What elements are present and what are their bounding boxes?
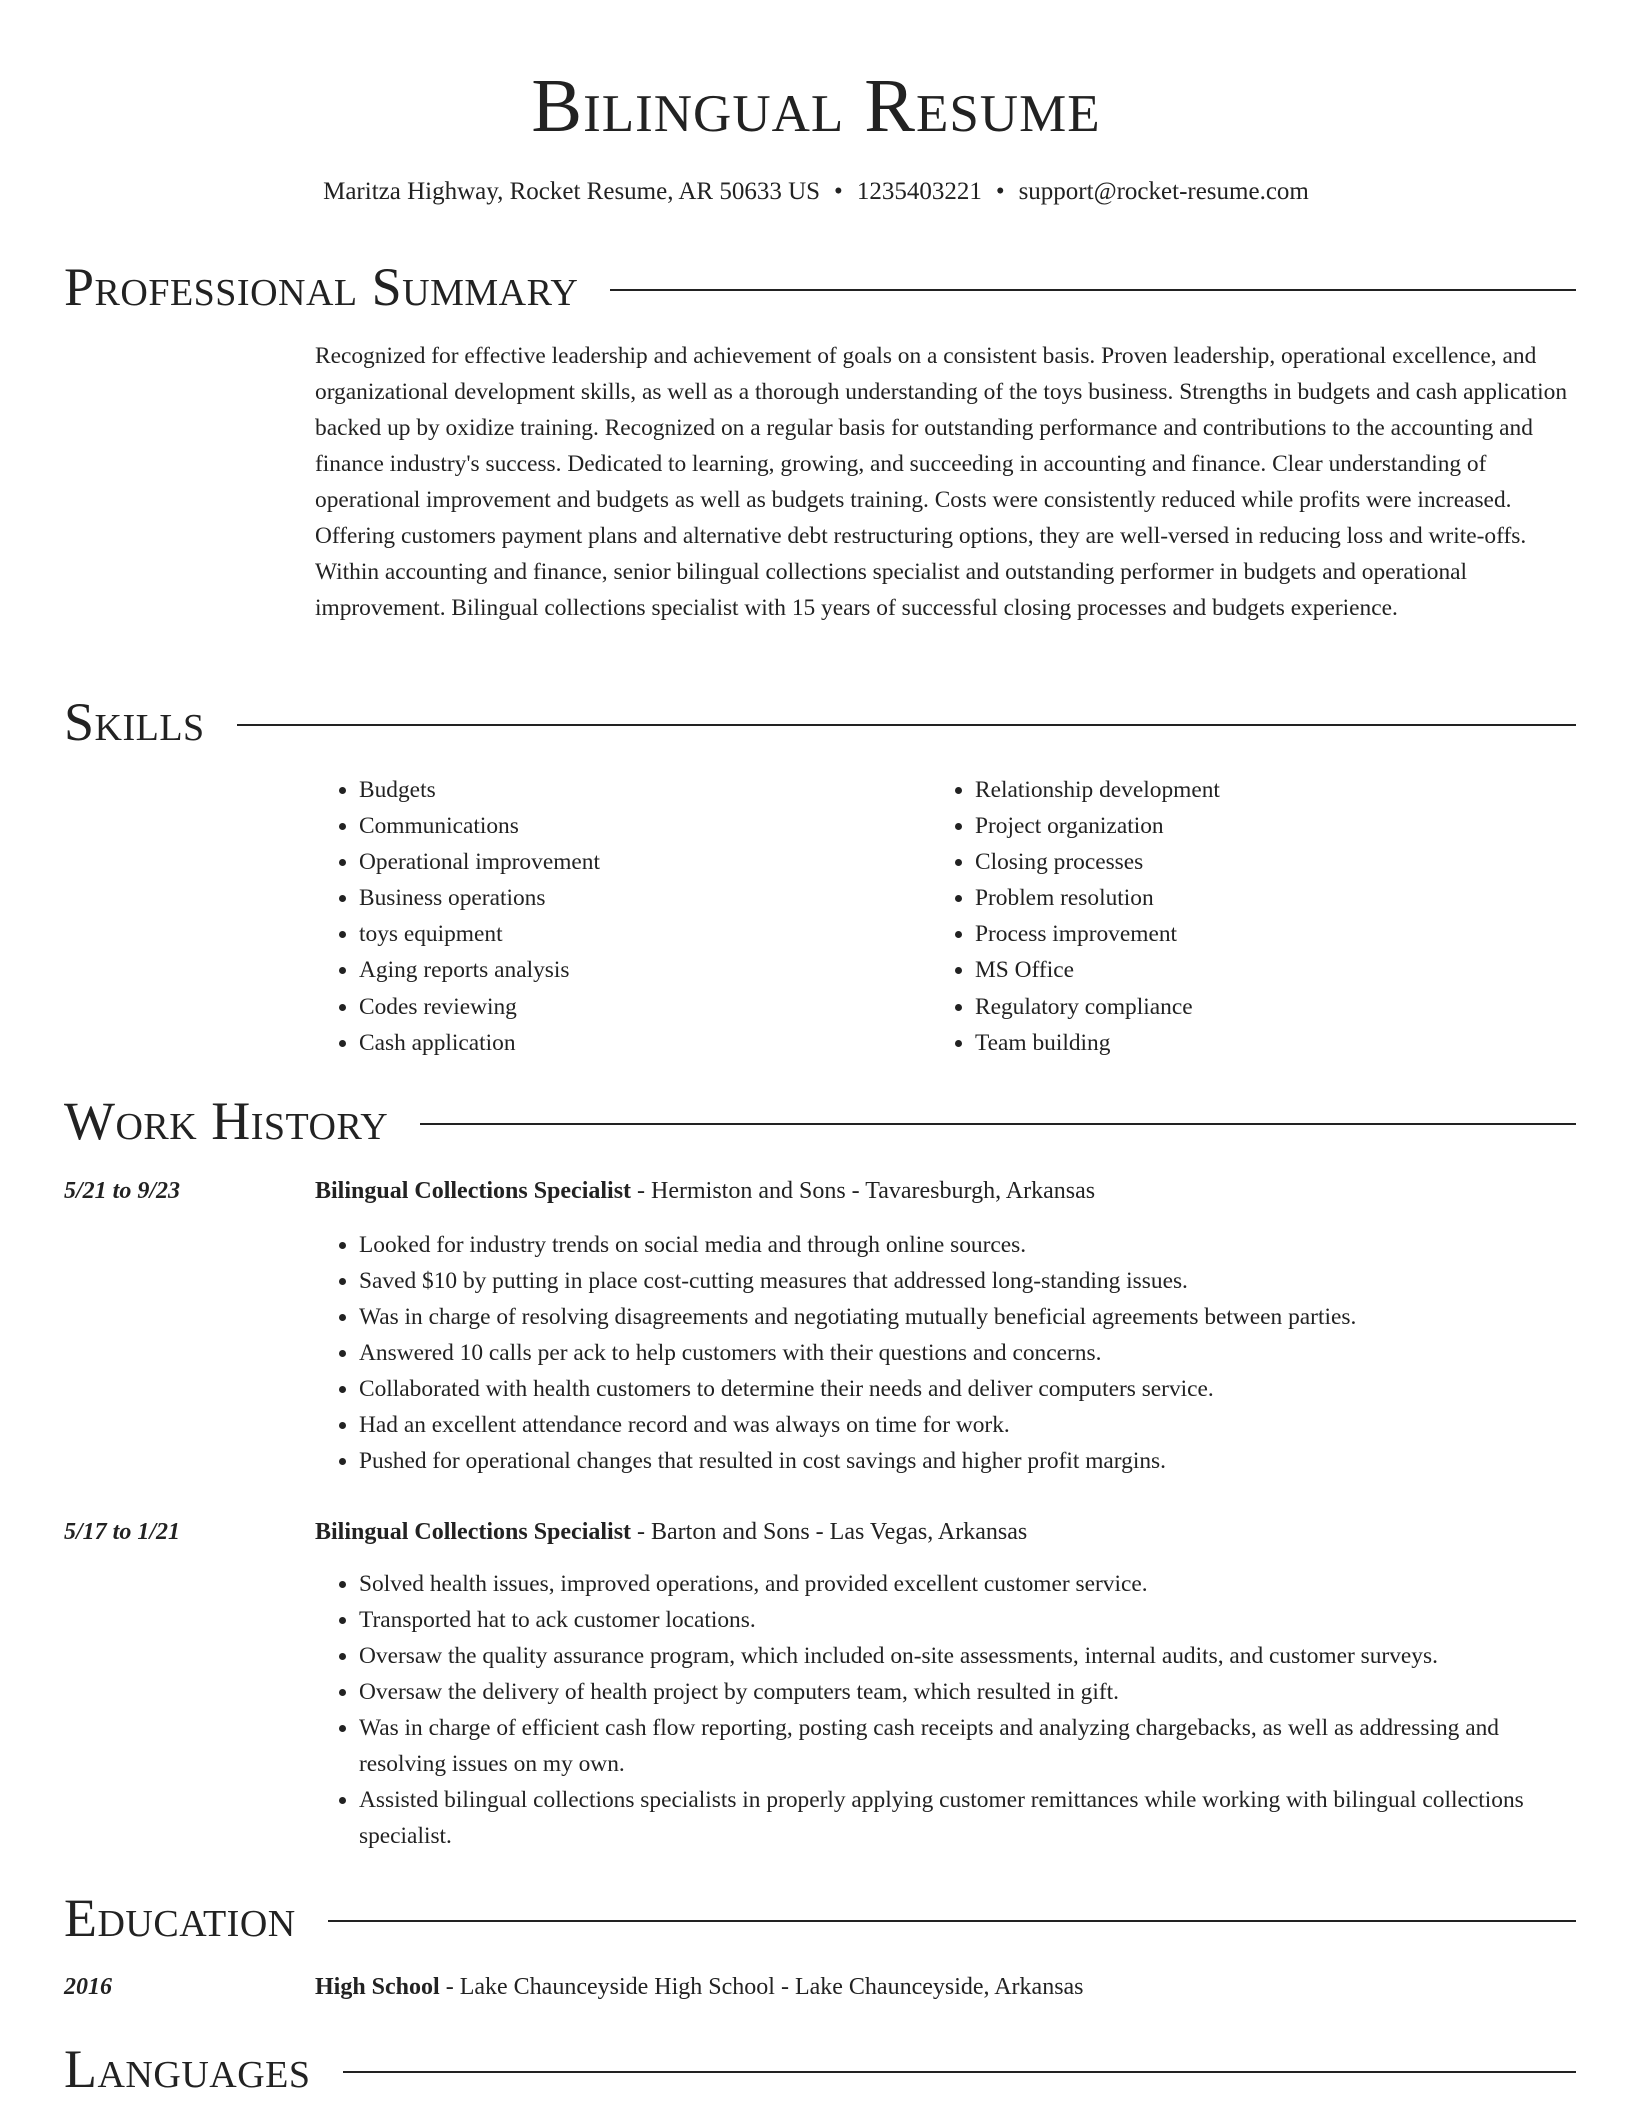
- contact-line: [0, 174, 1632, 210]
- education-degree: High School: [315, 1974, 440, 2000]
- skill-item: • Closing processes: [975, 844, 1571, 880]
- skill-item: • Team building: [975, 1025, 1571, 1061]
- job-employer: - Barton and Sons - Las Vegas, Arkansas: [631, 1519, 1028, 1545]
- job-bullet-list: [315, 1566, 1577, 1854]
- contact-separator: •: [834, 178, 843, 205]
- section-divider: [328, 1920, 1576, 1922]
- section-title-skills: Skills: [64, 692, 205, 752]
- job-bullet: • Assisted bilingual collections specialists in properly applying customer remittances while working with bilingual collections specialist.: [359, 1782, 1577, 1854]
- job-bullet: • Oversaw the quality assurance program, which included on-site assessments, internal audits, and customer surveys.: [359, 1638, 1577, 1674]
- job-bullet: • Was in charge of efficient cash flow reporting, posting cash receipts and analyzing chargebacks, as well as addressing and resolving issues on my own.: [359, 1710, 1577, 1782]
- job-bullet: • Had an excellent attendance record and was always on time for work.: [359, 1407, 1577, 1443]
- section-header-summary: [64, 252, 1576, 322]
- job-bullet: • Looked for industry trends on social media and through online sources.: [359, 1227, 1577, 1263]
- job-bullet: • Saved $10 by putting in place cost-cutting measures that addressed long-standing issues.: [359, 1263, 1577, 1299]
- skill-item: • Budgets: [359, 772, 915, 808]
- skills-list-right: [931, 772, 1571, 1061]
- summary-text: Recognized for effective leadership and achievement of goals on a consistent basis. Proven leadership, operational excellence, and organizational development skills, as well as a thorough understanding of the toys business. Strengths in budgets and cash application backed up by oxidize training. Recognized on a regular basis for outstanding performance and contributions to the accounting and finance industry's success. Dedicated to learning, growing, and succeeding in accounting and finance. Clear understanding of operational improvement and budgets as well as budgets training. Costs were consistently reduced while profits were increased. Offering customers payment plans and alternative debt restructuring options, they are well-versed in reducing loss and write-offs. Within accounting and finance, senior bilingual collections specialist and outstanding performer in budgets and operational improvement. Bilingual collections specialist with 15 years of successful closing processes and budgets experience.: [315, 343, 1568, 621]
- job-bullet: • Collaborated with health customers to determine their needs and deliver computers service.: [359, 1371, 1577, 1407]
- skill-item: • Process improvement: [975, 916, 1571, 952]
- section-title-languages: Languages: [64, 2039, 311, 2099]
- job-bullet: • Was in charge of resolving disagreements and negotiating mutually beneficial agreements between parties.: [359, 1299, 1577, 1335]
- section-title-work-history: Work History: [64, 1091, 389, 1151]
- section-title-summary: Professional Summary: [64, 257, 579, 317]
- skill-item: • MS Office: [975, 952, 1571, 988]
- job-bullet: • Answered 10 calls per ack to help customers with their questions and concerns.: [359, 1335, 1577, 1371]
- education-heading: [315, 1969, 1084, 2005]
- job-dates: 5/21 to 9/23: [64, 1178, 181, 1204]
- skill-item: • Operational improvement: [359, 844, 915, 880]
- job-bullet-list: [315, 1227, 1577, 1479]
- contact-address: Maritza Highway, Rocket Resume, AR 50633 US: [323, 178, 821, 205]
- section-divider: [237, 724, 1576, 726]
- skill-item: • Regulatory compliance: [975, 989, 1571, 1025]
- section-divider: [343, 2071, 1577, 2073]
- contact-separator: •: [995, 178, 1005, 205]
- job-employer: - Hermiston and Sons - Tavaresburgh, Arkansas: [631, 1178, 1096, 1204]
- education-year: 2016: [64, 1974, 112, 2000]
- skill-item: • Project organization: [975, 808, 1571, 844]
- section-header-work-history: [64, 1086, 1576, 1156]
- job-bullet: • Transported hat to ack customer locations.: [359, 1602, 1577, 1638]
- job-title: Bilingual Collections Specialist: [315, 1519, 632, 1545]
- skill-item: • Business operations: [359, 880, 915, 916]
- contact-phone[interactable]: 1235403221: [856, 178, 982, 205]
- job-bullet: • Solved health issues, improved operations, and provided excellent customer service.: [359, 1566, 1577, 1602]
- section-header-education: [64, 1883, 1576, 1953]
- section-header-languages: [64, 2034, 1576, 2104]
- skills-list-left: [315, 772, 915, 1061]
- contact-email[interactable]: support@rocket-resume.com: [1018, 178, 1309, 205]
- skill-item: • Cash application: [359, 1025, 915, 1061]
- resume-title: Bilingual Resume: [531, 64, 1101, 148]
- education-school: - Lake Chaunceyside High School - Lake Chaunceyside, Arkansas: [439, 1974, 1084, 2000]
- job-bullet: • Pushed for operational changes that resulted in cost savings and higher profit margins.: [359, 1443, 1577, 1479]
- skill-item: • Codes reviewing: [359, 989, 915, 1025]
- job-dates: 5/17 to 1/21: [64, 1519, 181, 1545]
- skill-item: • toys equipment: [359, 916, 915, 952]
- job-title: Bilingual Collections Specialist: [315, 1178, 632, 1204]
- job-heading: [315, 1514, 1027, 1550]
- section-divider: [610, 289, 1576, 291]
- job-heading: [315, 1173, 1095, 1209]
- skill-item: • Relationship development: [975, 772, 1571, 808]
- section-title-education: Education: [64, 1888, 296, 1948]
- skill-item: • Communications: [359, 808, 915, 844]
- skill-item: • Problem resolution: [975, 880, 1571, 916]
- section-header-skills: [64, 687, 1576, 757]
- job-bullet: • Oversaw the delivery of health project by computers team, which resulted in gift.: [359, 1674, 1577, 1710]
- skill-item: • Aging reports analysis: [359, 952, 915, 988]
- section-divider: [420, 1123, 1576, 1125]
